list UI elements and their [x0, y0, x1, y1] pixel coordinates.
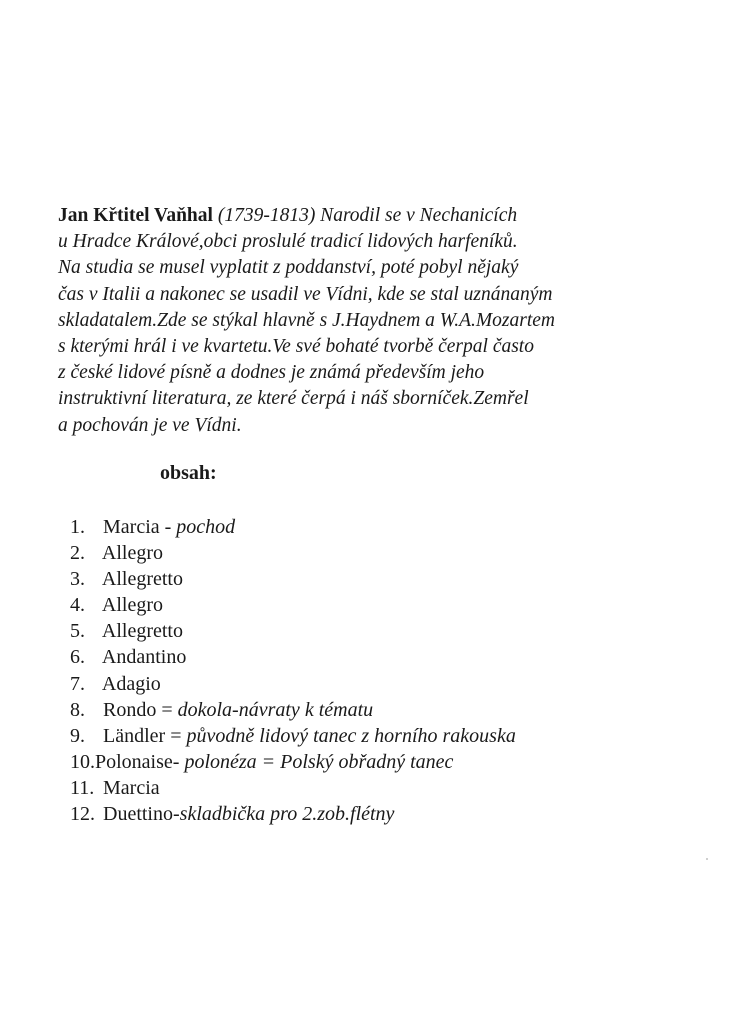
- item-title: Allegro: [101, 594, 163, 617]
- item-number: 6.: [70, 646, 85, 669]
- contents-heading: obsah:: [160, 462, 217, 484]
- item-title: Allegretto: [101, 568, 183, 591]
- item-number: 4.: [70, 594, 85, 617]
- item-number: 3.: [70, 568, 85, 591]
- bio-line: u Hradce Králové,obci proslulé tradicí lidových harfeníků.: [58, 231, 518, 253]
- item-description: skladbička pro 2.zob.flétny: [179, 803, 395, 826]
- item-description: dokola-návraty k tématu: [177, 698, 374, 721]
- item-number: 9.: [70, 724, 85, 747]
- item-number: 1.: [70, 516, 85, 538]
- bio-line: Na studia se musel vyplatit z poddanství, poté pobyl nějaký: [58, 257, 519, 279]
- bio-line: z české lidové písně a dodnes je známá především jeho: [58, 362, 485, 384]
- bio-line: Jan Křtitel Vaňhal (1739-1813) Narodil se v Nechanicích: [58, 205, 518, 226]
- scan-speck: [706, 858, 708, 860]
- item-number: 2.: [70, 542, 85, 565]
- item-title: Adagio: [101, 672, 161, 695]
- list-item: [70, 540, 516, 566]
- item-number: 12.: [70, 803, 95, 826]
- item-title: Marcia: [103, 776, 160, 799]
- list-item: [70, 723, 516, 749]
- list-item: [70, 618, 516, 644]
- composer-biography: [58, 203, 698, 439]
- list-item: [70, 671, 516, 697]
- item-number: 10.: [70, 750, 95, 773]
- contents-list: [70, 514, 516, 827]
- item-title: Allegretto: [101, 620, 183, 643]
- list-item: [70, 775, 516, 801]
- item-title: Marcia -: [103, 516, 177, 538]
- item-title: Polonaise-: [95, 750, 185, 773]
- list-item: [70, 566, 516, 592]
- item-description: polonéza = Polský obřadný tanec: [184, 750, 454, 773]
- bio-line: skladatalem.Zde se stýkal hlavně s J.Haydnem a W.A.Mozartem: [58, 309, 555, 331]
- item-title: Allegro: [101, 542, 163, 565]
- list-item: [70, 514, 516, 540]
- bio-line: instruktivní literatura, ze které čerpá i náš sborníček.Zemřel: [58, 388, 529, 410]
- bio-line: a pochován je ve Vídni.: [58, 414, 242, 436]
- composer-name: Jan Křtitel Vaňhal: [58, 205, 213, 226]
- list-item: [70, 644, 516, 670]
- list-item: [70, 749, 516, 775]
- item-title: Ländler =: [103, 724, 187, 747]
- item-number: 11.: [70, 776, 95, 799]
- item-description: pochod: [176, 516, 236, 538]
- list-item: [70, 697, 516, 723]
- item-title: Rondo =: [103, 698, 178, 721]
- bio-line: čas v Italii a nakonec se usadil ve Vídni, kde se stal uznánaným: [58, 283, 553, 305]
- item-description: původně lidový tanec z horního rakouska: [186, 724, 516, 747]
- list-item: [70, 592, 516, 618]
- item-title: Andantino: [101, 646, 187, 669]
- item-title: Duettino-: [103, 803, 180, 826]
- item-number: 8.: [70, 698, 85, 721]
- bio-line: s kterými hrál i ve kvartetu.Ve své bohaté tvorbě čerpal často: [58, 336, 534, 358]
- item-number: 5.: [70, 620, 85, 643]
- list-item: [70, 801, 516, 827]
- item-number: 7.: [70, 672, 85, 695]
